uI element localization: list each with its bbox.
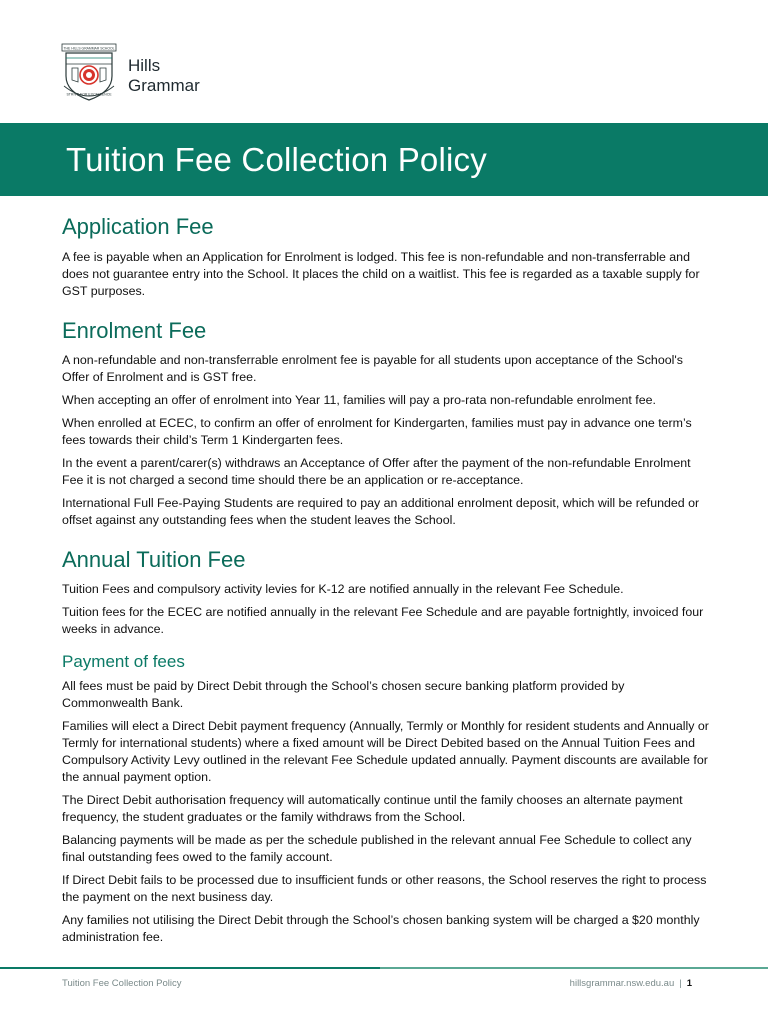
heading-application-fee: Application Fee: [62, 214, 214, 239]
page-title: Tuition Fee Collection Policy: [66, 141, 487, 178]
paragraph: Tuition fees for the ECEC are notified annually in the relevant Fee Schedule and are payable fortnightly, invoiced four weeks in advance.: [62, 605, 704, 636]
paragraph: The Direct Debit authorisation frequency will automatically continue until the family chooses an alternate payment frequency, the student graduates or the family withdraws from the School.: [62, 793, 683, 824]
school-crest-logo: [58, 42, 120, 104]
footer-document-title: Tuition Fee Collection Policy: [62, 978, 182, 989]
page-number: 1: [686, 978, 692, 989]
footer-right: [570, 978, 692, 989]
crest-top-text: THE HILLS GRAMMAR SCHOOL: [63, 46, 115, 51]
footer-divider-light: [380, 967, 768, 969]
paragraph: All fees must be paid by Direct Debit through the School’s chosen secure banking platform provided by Commonwealth Bank.: [62, 679, 625, 710]
policy-content: [62, 210, 710, 946]
paragraph: If Direct Debit fails to be processed due to insufficient funds or other reasons, the School reserves the right to process the payment on the next business day.: [62, 873, 707, 904]
paragraph: Families will elect a Direct Debit payment frequency (Annually, Termly or Monthly for resident students and Annually or Termly for international students) where a fixed amount will be Direct Debited based on the Annual Tuition Fees and Compulsory Activity Levy outlined in the relevant Fee Schedule updated annually. Payment discounts are available for the annual payment option.: [62, 719, 709, 784]
wordmark-line-2: Grammar: [128, 76, 200, 95]
wordmark-line-1: Hills: [128, 56, 161, 75]
paragraph: A fee is payable when an Application for Enrolment is lodged. This fee is non-refundable and non-transferrable and does not guarantee entry into the School. It places the child on a waitlist. This fee is regarded as a taxable supply for GST purposes.: [62, 250, 700, 298]
footer-website: hillsgrammar.nsw.edu.au: [569, 978, 675, 989]
footer-separator: |: [679, 978, 682, 989]
page-header: [0, 0, 768, 122]
title-banner: [0, 123, 768, 196]
paragraph: When enrolled at ECEC, to confirm an offer of enrolment for Kindergarten, families must pay in advance one term’s fees towards their child’s Term 1 Kindergarten fees.: [62, 416, 692, 447]
paragraph: Any families not utilising the Direct Debit through the School’s chosen banking system will be charged a $20 monthly administration fee.: [62, 913, 700, 944]
heading-enrolment-fee: Enrolment Fee: [62, 318, 207, 343]
paragraph: When accepting an offer of enrolment into Year 11, families will pay a pro-rata non-refundable enrolment fee.: [62, 393, 656, 407]
heading-annual-tuition-fee: Annual Tuition Fee: [62, 547, 246, 572]
paragraph: In the event a parent/carer(s) withdraws an Acceptance of Offer after the payment of the non-refundable Enrolment Fee it is not charged a second time should there be an application or re-acceptance.: [62, 456, 691, 487]
crest-motto: STRIVE FOR EXCELLENCE: [66, 92, 112, 97]
school-wordmark: [128, 56, 200, 96]
paragraph: A non-refundable and non-transferrable enrolment fee is payable for all students upon acceptance of the School's Offer of Enrolment and is GST free.: [62, 353, 683, 384]
footer-divider: [0, 967, 768, 970]
paragraph: International Full Fee-Paying Students are required to pay an additional enrolment deposit, which will be refunded or offset against any outstanding fees when the student leaves the School.: [62, 496, 700, 527]
paragraph: Tuition Fees and compulsory activity levies for K-12 are notified annually in the relevant Fee Schedule.: [62, 582, 624, 596]
heading-payment-of-fees: Payment of fees: [62, 652, 185, 671]
paragraph: Balancing payments will be made as per the schedule published in the relevant annual Fee Schedule to collect any final outstanding fees owed to the family account.: [62, 833, 692, 864]
